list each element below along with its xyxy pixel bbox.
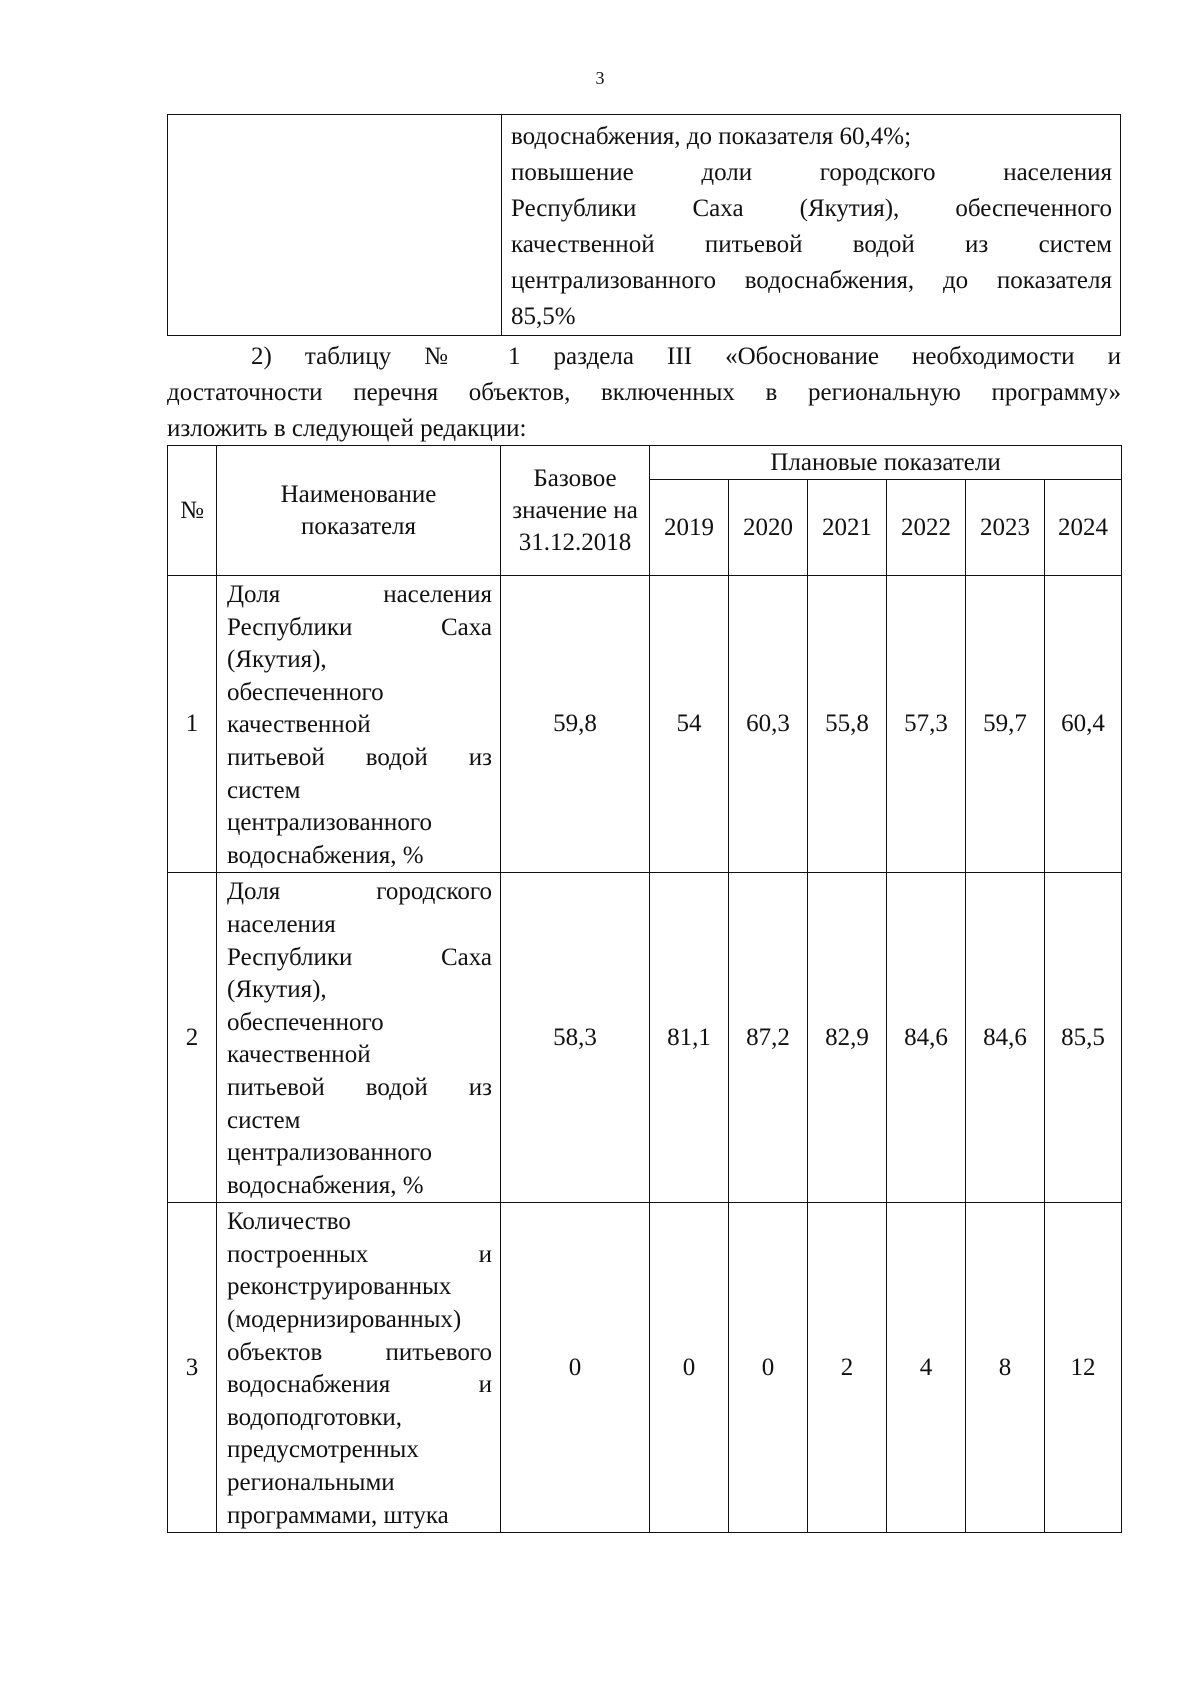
row-number: 3 [168, 1203, 217, 1533]
indicator-name-line: Количество [227, 1208, 351, 1236]
header-num: № [168, 446, 217, 576]
table-row [168, 1203, 1122, 1533]
planned-value: 59,7 [966, 576, 1045, 873]
indicator-name [217, 1203, 501, 1533]
indicator-name-line: Республики Саха [227, 613, 492, 641]
indicator-name-line: (модернизированных) [227, 1306, 462, 1334]
planned-value: 60,4 [1045, 576, 1122, 873]
continuation-line: повышение доли городского населения [511, 159, 1112, 186]
indicator-name-line: систем [227, 776, 301, 804]
indicator-name-line: (Якутия), [227, 976, 327, 1004]
planned-value: 87,2 [729, 873, 808, 1203]
indicator-name [217, 873, 501, 1203]
continuation-line: водоснабжения, до показателя 60,4%; [511, 123, 912, 150]
indicator-name-line: региональными [227, 1469, 395, 1497]
indicator-name-line: населения [227, 910, 336, 938]
planned-value: 54 [650, 576, 729, 873]
continuation-line: 85,5% [511, 303, 576, 330]
indicator-name-line: программами, штука [227, 1501, 449, 1529]
indicator-name-line: систем [227, 1106, 301, 1134]
amendment-paragraph [167, 339, 1121, 447]
planned-value: 0 [729, 1203, 808, 1533]
planned-value: 2 [808, 1203, 887, 1533]
planned-value: 85,5 [1045, 873, 1122, 1203]
planned-value: 8 [966, 1203, 1045, 1533]
table-row [168, 576, 1122, 873]
continuation-table [167, 114, 1121, 336]
base-value: 0 [501, 1203, 650, 1533]
indicator-name-line: Доля городского [227, 878, 492, 906]
planned-value: 4 [887, 1203, 966, 1533]
base-value: 59,8 [501, 576, 650, 873]
header-planned: Плановые показатели [650, 446, 1122, 480]
indicator-name-line: качественной [227, 1041, 371, 1069]
indicator-name-line: Доля населения [227, 581, 492, 608]
header-year: 2021 [808, 480, 887, 576]
header-year: 2019 [650, 480, 729, 576]
planned-value: 81,1 [650, 873, 729, 1203]
header-year: 2024 [1045, 480, 1122, 576]
row-number: 2 [168, 873, 217, 1203]
indicator-name-line: водоснабжения и [227, 1371, 492, 1399]
continuation-line: централизованного водоснабжения, до показателя [511, 267, 1112, 294]
continuation-text-cell [502, 115, 1121, 336]
indicator-name [217, 576, 501, 873]
indicator-name-line: питьевой водой из [227, 743, 492, 771]
base-value: 58,3 [501, 873, 650, 1203]
indicator-name-line: реконструированных [227, 1273, 452, 1301]
table-row [168, 873, 1122, 1203]
header-name: Наименование показателя [217, 446, 501, 576]
indicator-name-line: построенных и [227, 1240, 492, 1268]
indicator-name-line: водоснабжения, % [227, 841, 424, 869]
header-year: 2023 [966, 480, 1045, 576]
indicators-table [167, 445, 1122, 1533]
page-number: 3 [595, 68, 605, 88]
indicator-name-line: объектов питьевого [227, 1338, 492, 1366]
indicator-name-line: централизованного [227, 1139, 432, 1167]
planned-value: 0 [650, 1203, 729, 1533]
indicator-name-line: Республики Саха [227, 943, 492, 971]
header-base: Базовое значение на 31.12.2018 [501, 446, 650, 576]
continuation-line: качественной питьевой водой из систем [511, 231, 1112, 258]
planned-value: 84,6 [966, 873, 1045, 1203]
planned-value: 60,3 [729, 576, 808, 873]
header-year: 2022 [887, 480, 966, 576]
indicator-name-line: водоподготовки, [227, 1403, 402, 1431]
header-year: 2020 [729, 480, 808, 576]
paragraph-line: достаточности перечня объектов, включенных в региональную программу» [167, 379, 1121, 406]
indicator-name-line: централизованного [227, 809, 432, 837]
paragraph-line: изложить в следующей редакции: [167, 415, 527, 442]
planned-value: 57,3 [887, 576, 966, 873]
paragraph-line: 2) таблицу № 1 раздела III «Обоснование необходимости и [251, 343, 1121, 370]
indicator-name-line: обеспеченного [227, 1008, 384, 1036]
planned-value: 12 [1045, 1203, 1122, 1533]
indicator-name-line: (Якутия), [227, 646, 327, 674]
indicator-name-line: качественной [227, 711, 371, 739]
indicator-name-line: предусмотренных [227, 1436, 419, 1464]
planned-value: 84,6 [887, 873, 966, 1203]
planned-value: 82,9 [808, 873, 887, 1203]
continuation-line: Республики Саха (Якутия), обеспеченного [511, 195, 1112, 222]
indicator-name-line: водоснабжения, % [227, 1171, 424, 1199]
continuation-empty-cell [168, 115, 502, 336]
row-number: 1 [168, 576, 217, 873]
planned-value: 55,8 [808, 576, 887, 873]
indicator-name-line: обеспеченного [227, 678, 384, 706]
indicator-name-line: питьевой водой из [227, 1073, 492, 1101]
